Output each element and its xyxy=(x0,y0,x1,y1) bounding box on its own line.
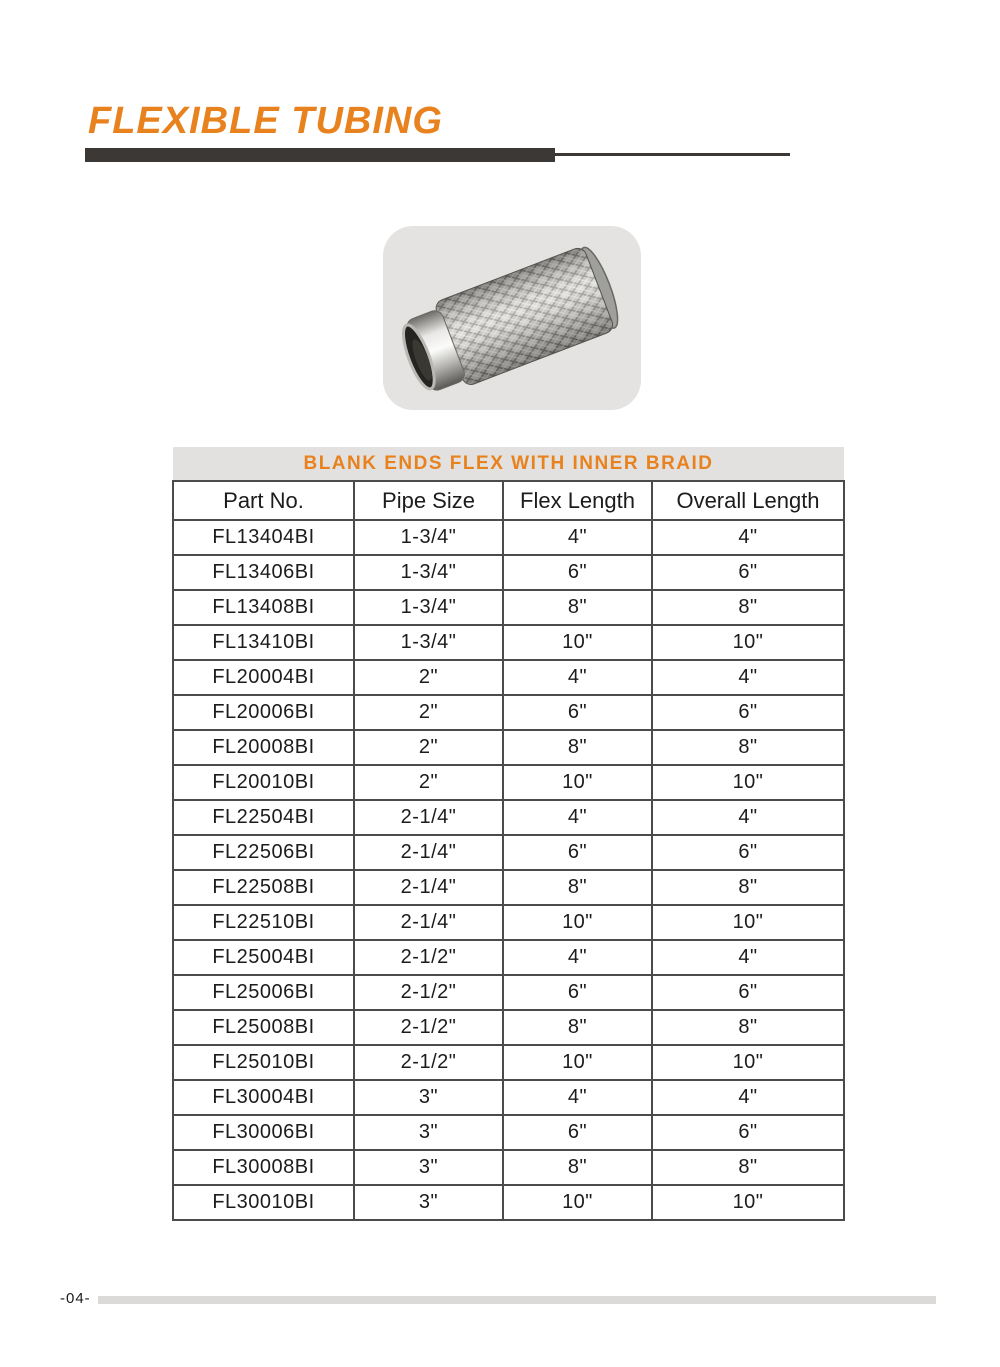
part-no-cell: FL20010BI xyxy=(173,765,354,800)
flex-length-cell: 10" xyxy=(503,1045,652,1080)
table-row xyxy=(173,975,844,1010)
part-no-cell: FL25004BI xyxy=(173,940,354,975)
page-title: FLEXIBLE TUBING xyxy=(88,100,443,142)
pipe-size-cell: 1-3/4" xyxy=(354,520,503,555)
part-no-cell: FL13410BI xyxy=(173,625,354,660)
pipe-size-cell: 1-3/4" xyxy=(354,590,503,625)
table-row xyxy=(173,625,844,660)
table-row xyxy=(173,1010,844,1045)
part-no-cell: FL20006BI xyxy=(173,695,354,730)
table-row xyxy=(173,905,844,940)
part-no-cell: FL25008BI xyxy=(173,1010,354,1045)
table-row xyxy=(173,1045,844,1080)
part-no-cell: FL30008BI xyxy=(173,1150,354,1185)
col-header-part-no: Part No. xyxy=(173,481,354,520)
table-body xyxy=(173,520,844,1220)
overall-length-cell: 10" xyxy=(652,625,844,660)
table-row xyxy=(173,835,844,870)
overall-length-cell: 6" xyxy=(652,975,844,1010)
part-no-cell: FL20008BI xyxy=(173,730,354,765)
overall-length-cell: 6" xyxy=(652,835,844,870)
part-no-cell: FL30010BI xyxy=(173,1185,354,1220)
table-row xyxy=(173,765,844,800)
pipe-size-cell: 2-1/4" xyxy=(354,835,503,870)
table-row xyxy=(173,870,844,905)
table-row xyxy=(173,1150,844,1185)
overall-length-cell: 6" xyxy=(652,695,844,730)
pipe-size-cell: 3" xyxy=(354,1080,503,1115)
table-row xyxy=(173,660,844,695)
col-header-pipe-size: Pipe Size xyxy=(354,481,503,520)
flex-length-cell: 8" xyxy=(503,1150,652,1185)
pipe-size-cell: 3" xyxy=(354,1185,503,1220)
pipe-size-cell: 1-3/4" xyxy=(354,625,503,660)
title-rule-thin xyxy=(555,153,790,156)
part-no-cell: FL13408BI xyxy=(173,590,354,625)
title-rule-thick xyxy=(85,148,555,162)
part-no-cell: FL13406BI xyxy=(173,555,354,590)
part-no-cell: FL22506BI xyxy=(173,835,354,870)
table-row xyxy=(173,940,844,975)
flex-length-cell: 6" xyxy=(503,555,652,590)
part-no-cell: FL25010BI xyxy=(173,1045,354,1080)
overall-length-cell: 8" xyxy=(652,590,844,625)
flex-length-cell: 6" xyxy=(503,695,652,730)
product-photo-card xyxy=(383,226,641,410)
footer-bar xyxy=(98,1296,936,1304)
flex-length-cell: 6" xyxy=(503,975,652,1010)
flex-length-cell: 10" xyxy=(503,625,652,660)
table-row xyxy=(173,1185,844,1220)
flex-length-cell: 8" xyxy=(503,870,652,905)
flex-length-cell: 4" xyxy=(503,940,652,975)
part-no-cell: FL30006BI xyxy=(173,1115,354,1150)
overall-length-cell: 4" xyxy=(652,1080,844,1115)
overall-length-cell: 4" xyxy=(652,660,844,695)
pipe-size-cell: 3" xyxy=(354,1115,503,1150)
overall-length-cell: 6" xyxy=(652,1115,844,1150)
pipe-size-cell: 2" xyxy=(354,695,503,730)
part-no-cell: FL25006BI xyxy=(173,975,354,1010)
part-no-cell: FL30004BI xyxy=(173,1080,354,1115)
overall-length-cell: 8" xyxy=(652,1010,844,1045)
table-band-row xyxy=(173,447,844,481)
pipe-size-cell: 2-1/4" xyxy=(354,870,503,905)
overall-length-cell: 8" xyxy=(652,730,844,765)
overall-length-cell: 10" xyxy=(652,1185,844,1220)
flex-length-cell: 6" xyxy=(503,1115,652,1150)
overall-length-cell: 8" xyxy=(652,870,844,905)
part-no-cell: FL22504BI xyxy=(173,800,354,835)
flex-length-cell: 10" xyxy=(503,905,652,940)
flex-length-cell: 6" xyxy=(503,835,652,870)
overall-length-cell: 6" xyxy=(652,555,844,590)
table-row xyxy=(173,1115,844,1150)
part-no-cell: FL22510BI xyxy=(173,905,354,940)
pipe-size-cell: 2-1/2" xyxy=(354,975,503,1010)
pipe-size-cell: 1-3/4" xyxy=(354,555,503,590)
table-row xyxy=(173,555,844,590)
pipe-size-cell: 2" xyxy=(354,765,503,800)
flex-length-cell: 4" xyxy=(503,660,652,695)
table-row xyxy=(173,695,844,730)
pipe-size-cell: 2" xyxy=(354,660,503,695)
overall-length-cell: 10" xyxy=(652,905,844,940)
pipe-size-cell: 2" xyxy=(354,730,503,765)
part-no-cell: FL13404BI xyxy=(173,520,354,555)
flex-length-cell: 8" xyxy=(503,730,652,765)
overall-length-cell: 10" xyxy=(652,1045,844,1080)
table-row xyxy=(173,800,844,835)
table-row xyxy=(173,520,844,555)
table-row xyxy=(173,590,844,625)
table-band-title: BLANK ENDS FLEX WITH INNER BRAID xyxy=(173,447,844,481)
braided-flex-pipe-photo-icon xyxy=(383,226,641,410)
flex-length-cell: 4" xyxy=(503,1080,652,1115)
table-row xyxy=(173,1080,844,1115)
pipe-size-cell: 2-1/2" xyxy=(354,1010,503,1045)
table-row xyxy=(173,730,844,765)
parts-table-wrap xyxy=(172,447,843,1221)
pipe-size-cell: 2-1/4" xyxy=(354,800,503,835)
flex-length-cell: 10" xyxy=(503,1185,652,1220)
part-no-cell: FL20004BI xyxy=(173,660,354,695)
col-header-overall-length: Overall Length xyxy=(652,481,844,520)
overall-length-cell: 10" xyxy=(652,765,844,800)
flex-length-cell: 4" xyxy=(503,520,652,555)
col-header-flex-length: Flex Length xyxy=(503,481,652,520)
table-header-row xyxy=(173,481,844,520)
overall-length-cell: 4" xyxy=(652,940,844,975)
flex-length-cell: 8" xyxy=(503,590,652,625)
pipe-size-cell: 2-1/2" xyxy=(354,1045,503,1080)
overall-length-cell: 4" xyxy=(652,520,844,555)
flex-length-cell: 8" xyxy=(503,1010,652,1045)
flex-length-cell: 10" xyxy=(503,765,652,800)
flex-length-cell: 4" xyxy=(503,800,652,835)
page-number: -04- xyxy=(60,1290,91,1307)
parts-table xyxy=(172,447,845,1221)
overall-length-cell: 8" xyxy=(652,1150,844,1185)
pipe-size-cell: 2-1/4" xyxy=(354,905,503,940)
pipe-size-cell: 3" xyxy=(354,1150,503,1185)
overall-length-cell: 4" xyxy=(652,800,844,835)
pipe-size-cell: 2-1/2" xyxy=(354,940,503,975)
part-no-cell: FL22508BI xyxy=(173,870,354,905)
